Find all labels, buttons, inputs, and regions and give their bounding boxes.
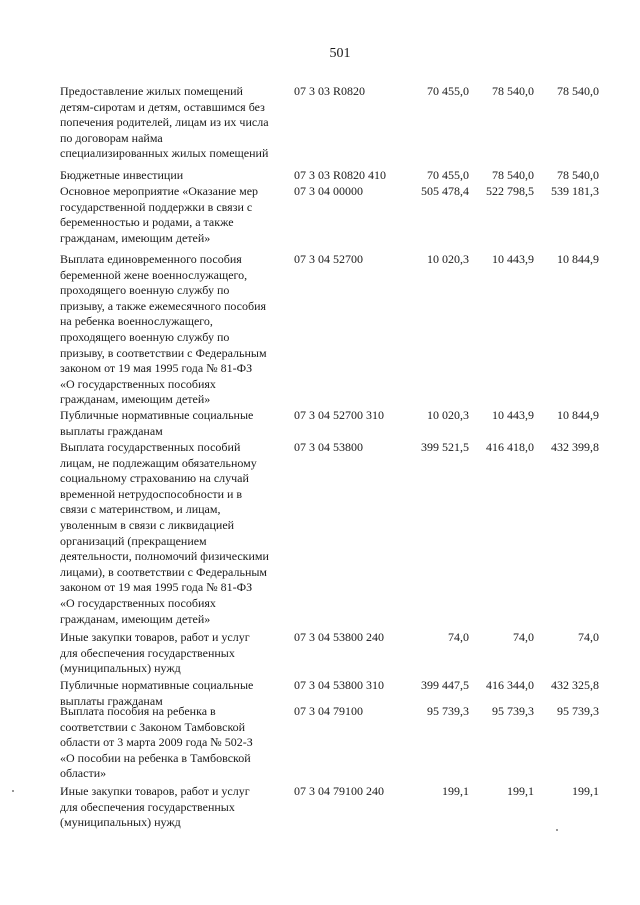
- row-code: 07 3 03 R0820: [294, 84, 366, 98]
- row-value-2: 199,1: [507, 784, 534, 798]
- row-name: Публичные нормативные социальные выплаты гражданам: [60, 408, 254, 438]
- row-value-1: 70 455,0: [427, 168, 469, 182]
- table-row: [60, 252, 599, 408]
- scan-speck: [556, 829, 558, 831]
- row-code: 07 3 04 53800 240: [294, 630, 384, 644]
- row-value-2: 78 540,0: [492, 84, 534, 98]
- row-name: Выплата государственных пособий лицам, не подлежащим обязательному социальному страхованию на случай временной нетрудоспособности и в связи с материнством, и лицам, уволенным в связи с ликвидацией организаций (прекращением деятельности, полномочий физическими лицами), в соответствии с Федеральным законом от 19 мая 1995 года № 81-ФЗ «О государственных пособиях гражданам, имеющим детей»: [60, 440, 269, 626]
- table-row: [60, 630, 599, 677]
- row-value-2: 522 798,5: [486, 184, 534, 198]
- row-value-2: 416 418,0: [486, 440, 534, 454]
- row-name: Публичные нормативные социальные выплаты гражданам: [60, 678, 254, 708]
- row-value-3: 539 181,3: [551, 184, 599, 198]
- row-value-1: 10 020,3: [427, 252, 469, 266]
- row-value-1: 95 739,3: [427, 704, 469, 718]
- table-row: [60, 784, 599, 831]
- table-row: [60, 440, 599, 627]
- table-row: [60, 408, 599, 439]
- row-name: Иные закупки товаров, работ и услуг для обеспечения государственных (муниципальных) нужд: [60, 784, 250, 830]
- table-row: [60, 184, 599, 246]
- row-value-3: 199,1: [572, 784, 599, 798]
- row-name: Предоставление жилых помещений детям-сиротам и детям, оставшимся без попечения родителей, лицам из их числа по договорам найма специализированных жилых помещений: [60, 84, 269, 161]
- row-code: 07 3 04 79100 240: [294, 784, 384, 798]
- row-value-2: 10 443,9: [492, 408, 534, 422]
- row-value-3: 10 844,9: [557, 408, 599, 422]
- row-name: Основное мероприятие «Оказание мер государственной поддержки в связи с беременностью и родами, а также гражданам, имеющим детей»: [60, 184, 259, 245]
- row-name: Выплата пособия на ребенка в соответствии с Законом Тамбовской области от 3 марта 2009 года № 502-З «О пособии на ребенка в Тамбовской области»: [60, 704, 253, 781]
- row-value-3: 74,0: [578, 630, 599, 644]
- row-value-1: 505 478,4: [421, 184, 469, 198]
- row-name: Бюджетные инвестиции: [60, 168, 184, 182]
- table-row: [60, 704, 599, 782]
- row-value-1: 399 447,5: [421, 678, 469, 692]
- row-code: 07 3 04 53800 310: [294, 678, 384, 692]
- row-value-1: 10 020,3: [427, 408, 469, 422]
- row-name: Выплата единовременного пособия беременной жене военнослужащего, проходящего военную службу по призыву, а также ежемесячного пособия на ребенка военнослужащего, проходящего военную службу по призыву, в соответствии с Федеральным законом от 19 мая 1995 года № 81-ФЗ «О государственных пособиях гражданам, имеющим детей»: [60, 252, 267, 407]
- row-code: 07 3 04 52700: [294, 252, 363, 266]
- table-row: [60, 84, 599, 162]
- row-value-1: 74,0: [448, 630, 469, 644]
- row-value-1: 70 455,0: [427, 84, 469, 98]
- row-value-3: 432 399,8: [551, 440, 599, 454]
- row-value-1: 199,1: [442, 784, 469, 798]
- row-code: 07 3 03 R0820 410: [294, 168, 387, 182]
- row-value-2: 10 443,9: [492, 252, 534, 266]
- row-value-1: 399 521,5: [421, 440, 469, 454]
- row-value-2: 95 739,3: [492, 704, 534, 718]
- row-code: 07 3 04 00000: [294, 184, 363, 198]
- row-value-3: 10 844,9: [557, 252, 599, 266]
- row-code: 07 3 04 52700 310: [294, 408, 384, 422]
- row-value-3: 78 540,0: [557, 84, 599, 98]
- row-value-2: 416 344,0: [486, 678, 534, 692]
- page-number: 501: [329, 46, 351, 61]
- table-row: [60, 168, 599, 184]
- row-code: 07 3 04 53800: [294, 440, 363, 454]
- row-code: 07 3 04 79100: [294, 704, 363, 718]
- row-value-3: 95 739,3: [557, 704, 599, 718]
- row-name: Иные закупки товаров, работ и услуг для обеспечения государственных (муниципальных) нужд: [60, 630, 250, 676]
- row-value-2: 74,0: [513, 630, 534, 644]
- row-value-2: 78 540,0: [492, 168, 534, 182]
- row-value-3: 432 325,8: [551, 678, 599, 692]
- scan-speck: [12, 790, 14, 792]
- row-value-3: 78 540,0: [557, 168, 599, 182]
